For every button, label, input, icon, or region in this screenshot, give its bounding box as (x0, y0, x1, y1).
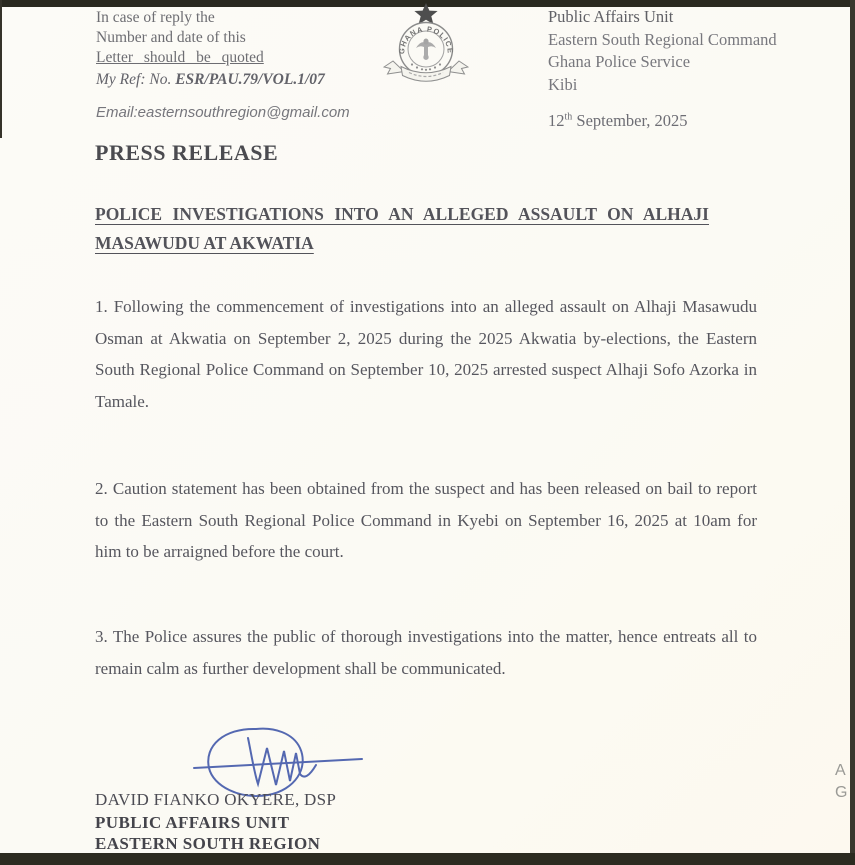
scan-bottom-edge (0, 853, 855, 865)
sender-town: Kibi (548, 74, 578, 94)
signatory-region: EASTERN SOUTH REGION (95, 834, 321, 853)
subject-title-text: POLICE INVESTIGATIONS INTO AN ALLEGED ASSAULT ON ALHAJI MASAWUDU AT AKWATIA (95, 204, 709, 253)
date-ordinal: th (564, 111, 573, 123)
edge-fragment-line2: G (835, 784, 848, 801)
paragraph-1: 1. Following the commencement of investigations into an alleged assault on Alhaji Masawudu Osman at Akwatia on September 2, 2025 during the 2025 Akwatia by-elections, the Eastern South Regional Police Command on September 10, 2025 arrested suspect Alhaji Sofo Azorka in Tamale. (95, 297, 757, 411)
crest-star (414, 3, 437, 24)
my-ref-number: ESR/PAU.79/VOL.1/07 (175, 71, 325, 88)
paragraph-2: 2. Caution statement has been obtained from the suspect and has been released on bail to report to the Eastern South Regional Police Command in Kyebi on September 16, 2025 at 10am for him to be arraigned before the court. (95, 479, 757, 561)
scan-right-edge (850, 0, 855, 865)
press-release-heading: PRESS RELEASE (95, 140, 279, 165)
sender-address-block (548, 6, 777, 96)
paragraph-3: 3. The Police assures the public of thorough investigations into the matter, hence entreats all to remain calm as further development shall be communicated. (95, 627, 757, 678)
reply-note-line1: In case of reply the (96, 9, 215, 26)
svg-text:GHANA POLICE: GHANA POLICE (396, 24, 455, 55)
reply-note-line2: Number and date of this (96, 29, 246, 46)
subject-title (95, 200, 709, 258)
my-ref-line (96, 70, 366, 90)
signatory-name: DAVID FIANKO OKYERE, DSP (95, 790, 337, 809)
reply-reference-block (96, 8, 366, 123)
edge-text-fragment (835, 760, 847, 804)
email-line: Email:easternsouthregion@gmail.com (96, 104, 350, 121)
sender-command: Eastern South Regional Command (548, 29, 777, 49)
sender-service: Ghana Police Service (548, 52, 691, 71)
edge-fragment-line1: A (835, 762, 846, 779)
date-rest: September, 2025 (572, 111, 688, 130)
sender-unit: Public Affairs Unit (548, 7, 674, 26)
reply-note-line3: Letter should be quoted (96, 49, 264, 66)
ghana-police-crest-icon (383, 3, 469, 100)
my-ref-label: My Ref: No. (96, 71, 176, 88)
document-date (548, 111, 688, 131)
scan-left-edge (0, 0, 2, 138)
date-day: 12 (548, 111, 565, 130)
signatory-unit: PUBLIC AFFAIRS UNIT (95, 813, 290, 832)
